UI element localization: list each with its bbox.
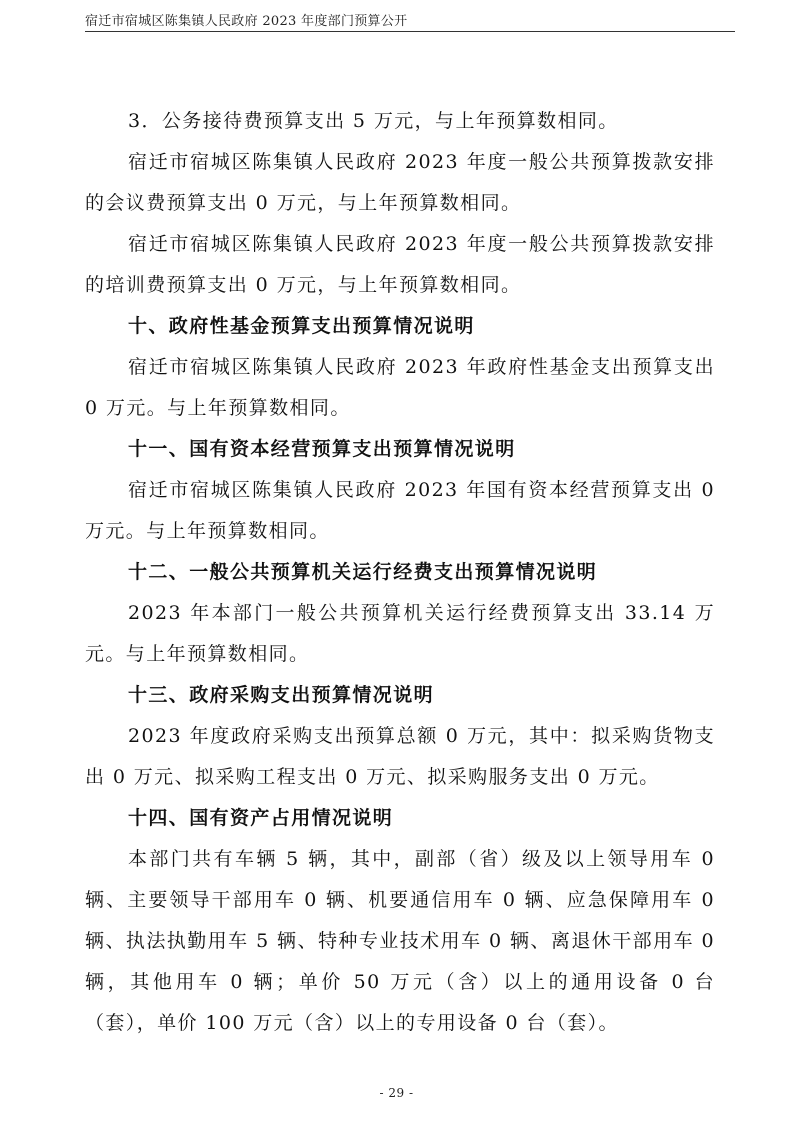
paragraph-operating-expense: 2023 年本部门一般公共预算机关运行经费预算支出 33.14 万元。与上年预算数相同。 <box>85 602 715 665</box>
paragraph-training-expense: 宿迁市宿城区陈集镇人民政府 2023 年度一般公共预算拨款安排的培训费预算支出 0 万元，与上年预算数相同。 <box>85 233 715 296</box>
paragraph-meeting-expense: 宿迁市宿城区陈集镇人民政府 2023 年度一般公共预算拨款安排的会议费预算支出 0 万元，与上年预算数相同。 <box>85 151 715 214</box>
page-number: - 29 - <box>379 1086 414 1100</box>
heading-government-fund: 十、政府性基金预算支出预算情况说明 <box>128 315 475 337</box>
heading-procurement: 十三、政府采购支出预算情况说明 <box>128 684 435 706</box>
header-divider <box>85 31 735 32</box>
running-header: 宿迁市宿城区陈集镇人民政府 2023 年度部门预算公开 <box>85 14 408 29</box>
document-body <box>85 101 715 1044</box>
paragraph-procurement: 2023 年度政府采购支出预算总额 0 万元，其中：拟采购货物支出 0 万元、拟采购工程支出 0 万元、拟采购服务支出 0 万元。 <box>85 725 715 788</box>
paragraph-state-capital: 宿迁市宿城区陈集镇人民政府 2023 年国有资本经营预算支出 0 万元。与上年预算数相同。 <box>85 479 715 542</box>
heading-operating-expense: 十二、一般公共预算机关运行经费支出预算情况说明 <box>128 561 598 583</box>
paragraph-state-assets: 本部门共有车辆 5 辆，其中，副部（省）级及以上领导用车 0 辆、主要领导干部用车 0 辆、机要通信用车 0 辆、应急保障用车 0 辆、执法执勤用车 5 辆、特种专业技术用车 0 辆、离退休干部用车 0 辆，其他用车 0 辆；单价 50 万元（含）以上的通用设备 0 台（套），单价 100 万元（含）以上的专用设备 0 台（套）。 <box>85 848 715 1034</box>
heading-state-capital: 十一、国有资本经营预算支出预算情况说明 <box>128 438 516 460</box>
heading-state-assets: 十四、国有资产占用情况说明 <box>128 807 394 829</box>
paragraph-reception-expense: 3．公务接待费预算支出 5 万元，与上年预算数相同。 <box>128 110 619 132</box>
paragraph-government-fund: 宿迁市宿城区陈集镇人民政府 2023 年政府性基金支出预算支出 0 万元。与上年预算数相同。 <box>85 356 715 419</box>
